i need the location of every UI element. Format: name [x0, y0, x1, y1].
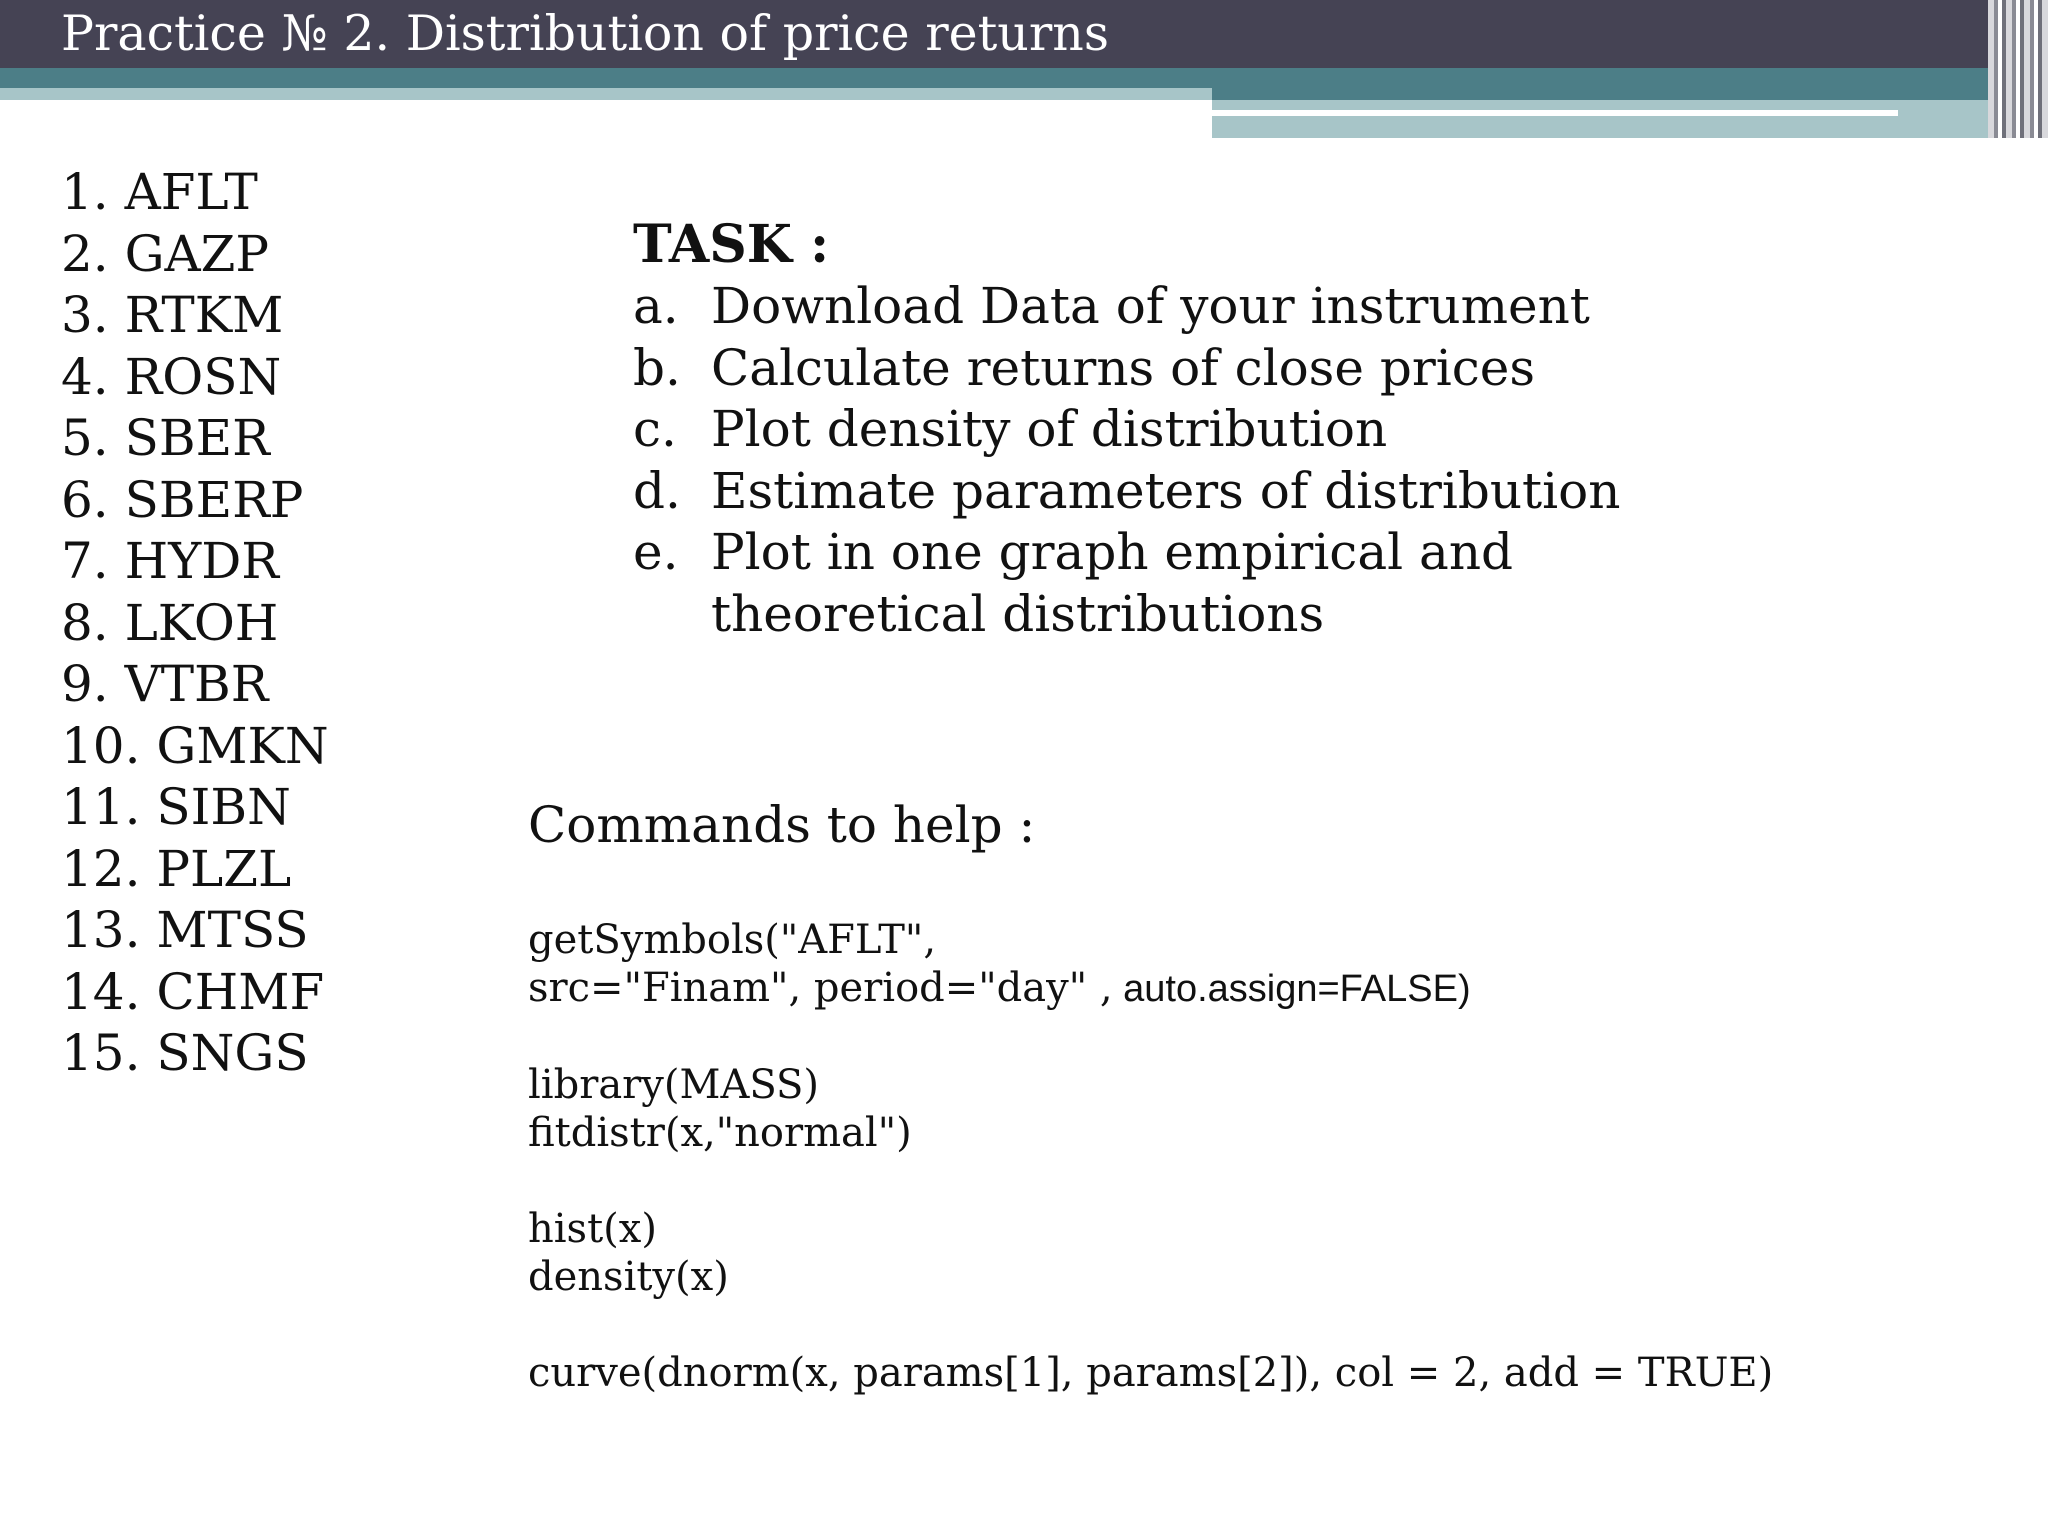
- task-item-b: [633, 338, 1753, 400]
- list-item: 9. VTBR: [61, 655, 269, 713]
- list-item: 14. CHMF: [61, 962, 325, 1021]
- list-item: 6. SBERP: [61, 470, 304, 529]
- list-item: 10. GMKN: [61, 716, 329, 775]
- list-item: 1. AFLT: [61, 163, 258, 221]
- commands-heading: Commands to help :: [528, 796, 1036, 854]
- list-item: 5. SBER: [61, 409, 270, 467]
- list-item: 3. RTKM: [61, 286, 284, 344]
- code-hist: hist(x): [528, 1206, 657, 1252]
- list-item: 11. SIBN: [61, 778, 291, 836]
- code-density: density(x): [528, 1254, 729, 1300]
- task-item-c: [633, 399, 1753, 461]
- task-text: Calculate returns of close prices: [711, 338, 1535, 397]
- title-bar: [0, 0, 2048, 68]
- task-list: [633, 276, 1753, 645]
- list-item: 12. PLZL: [61, 839, 292, 898]
- header-right-edge-decoration: [1988, 0, 2048, 138]
- code-library: library(MASS): [528, 1062, 820, 1108]
- task-letter: d.: [633, 461, 681, 520]
- task-letter: e.: [633, 523, 679, 581]
- task-letter: b.: [633, 338, 681, 397]
- task-letter: a.: [633, 277, 679, 335]
- code-fitdistr: fitdistr(x,"normal"): [528, 1110, 912, 1156]
- list-item: 2. GAZP: [61, 224, 270, 283]
- task-text: Plot in one graph empirical and theoretical distributions: [711, 523, 1514, 643]
- task-heading: TASK :: [633, 214, 830, 275]
- list-item: 7. HYDR: [61, 532, 279, 590]
- code-get-symbols-line1: getSymbols("AFLT",: [528, 917, 937, 963]
- task-text: Plot density of distribution: [711, 400, 1388, 458]
- list-item: 8. LKOH: [61, 593, 279, 652]
- task-item-e: [633, 522, 1753, 645]
- task-text: Download Data of your instrument: [711, 277, 1590, 335]
- task-item-a: [633, 276, 1753, 338]
- slide-title: Practice № 2. Distribution of price returns: [61, 5, 1109, 62]
- code-get-symbols-line2: [528, 964, 1471, 1013]
- task-text: Estimate parameters of distribution: [711, 461, 1621, 520]
- list-item: 13. MTSS: [61, 901, 309, 959]
- task-item-d: [633, 461, 1753, 523]
- header-stripe-teal-right: [1212, 88, 1988, 100]
- header-stripe-teal: [0, 68, 2048, 88]
- code-get-symbols-auto-assign: auto.assign=FALSE): [1112, 968, 1471, 1010]
- header-stripe-light-left: [0, 88, 1212, 100]
- task-letter: c.: [633, 400, 677, 458]
- header-stripe-white-line: [1212, 110, 1898, 116]
- code-curve: curve(dnorm(x, params[1], params[2]), col = 2, add = TRUE): [528, 1350, 1774, 1396]
- list-item: 4. ROSN: [61, 347, 282, 406]
- header-stripe-light-right: [1212, 100, 1988, 138]
- instrument-list: [61, 162, 329, 1085]
- code-get-symbols-args: src="Finam", period="day" ,: [528, 965, 1113, 1011]
- list-item: 15. SNGS: [61, 1024, 309, 1082]
